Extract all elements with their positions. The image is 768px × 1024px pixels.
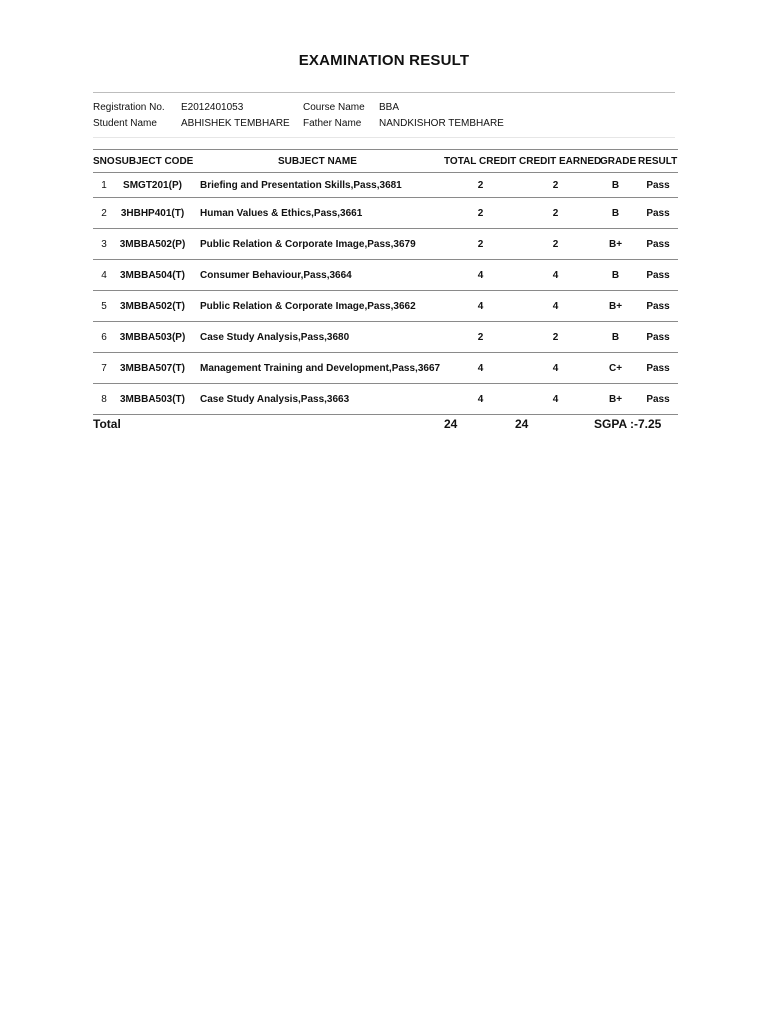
row-subject-code: 3MBBA503(T)	[119, 393, 185, 405]
page-title: EXAMINATION RESULT	[298, 52, 470, 69]
row-total-credit: 4	[477, 362, 484, 374]
row-subject-name: Human Values & Ethics,Pass,3661	[200, 207, 363, 219]
row-result: Pass	[646, 269, 670, 281]
table-row	[93, 322, 678, 353]
row-total-credit: 2	[477, 179, 484, 191]
sgpa-value: SGPA :-7.25	[594, 417, 662, 431]
row-grade: B+	[608, 300, 623, 312]
row-subject-code: 3MBBA503(P)	[119, 331, 186, 343]
row-subject-code: 3HBHP401(T)	[120, 207, 185, 219]
total-credit-sum: 24	[444, 417, 458, 431]
row-credit-earned: 2	[552, 207, 559, 219]
row-total-credit: 4	[477, 300, 484, 312]
table-row	[93, 260, 678, 291]
table-row	[93, 229, 678, 260]
row-sno: 3	[101, 238, 107, 250]
row-credit-earned: 2	[552, 179, 559, 191]
course-value: BBA	[379, 102, 400, 113]
father-name-value: NANDKISHOR TEMBHARE	[379, 118, 504, 129]
row-subject-name: Public Relation & Corporate Image,Pass,3662	[200, 300, 416, 312]
row-sno: 5	[101, 300, 107, 312]
row-subject-name: Public Relation & Corporate Image,Pass,3679	[200, 238, 416, 250]
row-credit-earned: 2	[552, 238, 559, 250]
row-subject-code: 3MBBA504(T)	[119, 269, 185, 281]
total-label: Total	[93, 417, 121, 431]
credit-earned-sum: 24	[515, 417, 529, 431]
header-subject-code: SUBJECT CODE	[115, 155, 194, 167]
row-result: Pass	[646, 179, 670, 191]
row-subject-name: Management Training and Development,Pass,3667	[200, 362, 441, 374]
row-credit-earned: 2	[552, 331, 559, 343]
row-sno: 2	[101, 207, 107, 219]
header-result: RESULT	[638, 155, 678, 167]
header-grade: GRADE	[600, 155, 637, 167]
divider-mid	[93, 137, 675, 138]
row-subject-name: Case Study Analysis,Pass,3663	[200, 393, 350, 405]
registration-label: Registration No.	[93, 102, 165, 113]
table-row	[93, 173, 678, 198]
row-total-credit: 4	[477, 269, 484, 281]
result-table	[93, 149, 678, 415]
row-result: Pass	[646, 362, 670, 374]
row-credit-earned: 4	[552, 362, 559, 374]
row-grade: B	[611, 179, 620, 191]
table-row	[93, 198, 678, 229]
row-subject-code: 3MBBA507(T)	[119, 362, 185, 374]
row-subject-name: Briefing and Presentation Skills,Pass,3681	[200, 179, 402, 191]
table-row	[93, 384, 678, 415]
row-result: Pass	[646, 331, 670, 343]
registration-value: E2012401053	[181, 102, 244, 113]
header-sno: SNO	[93, 155, 115, 167]
row-result: Pass	[646, 207, 670, 219]
row-sno: 7	[101, 362, 107, 374]
row-result: Pass	[646, 238, 670, 250]
row-subject-code: 3MBBA502(T)	[119, 300, 185, 312]
row-total-credit: 2	[477, 207, 484, 219]
row-sno: 6	[101, 331, 107, 343]
header-credit-earned: CREDIT EARNED	[519, 155, 602, 167]
row-total-credit: 2	[477, 238, 484, 250]
row-sno: 4	[101, 269, 107, 281]
row-credit-earned: 4	[552, 269, 559, 281]
row-credit-earned: 4	[552, 300, 559, 312]
row-sno: 8	[101, 393, 107, 405]
row-subject-code: SMGT201(P)	[123, 179, 182, 191]
row-total-credit: 2	[477, 331, 484, 343]
row-grade: B+	[608, 238, 623, 250]
row-grade: B	[611, 207, 620, 219]
table-row	[93, 291, 678, 322]
father-name-label: Father Name	[303, 118, 362, 129]
course-label: Course Name	[303, 102, 365, 113]
row-grade: C+	[608, 362, 623, 374]
row-credit-earned: 4	[552, 393, 559, 405]
row-result: Pass	[646, 300, 670, 312]
row-grade: B	[611, 331, 620, 343]
row-subject-name: Consumer Behaviour,Pass,3664	[200, 269, 352, 281]
row-subject-code: 3MBBA502(P)	[119, 238, 186, 250]
table-header-row	[93, 149, 678, 173]
row-subject-name: Case Study Analysis,Pass,3680	[200, 331, 350, 343]
header-subject-name: SUBJECT NAME	[278, 155, 357, 167]
row-result: Pass	[646, 393, 670, 405]
row-sno: 1	[101, 179, 107, 191]
header-total-credit: TOTAL CREDIT	[444, 155, 517, 167]
table-row	[93, 353, 678, 384]
row-total-credit: 4	[477, 393, 484, 405]
student-name-value: ABHISHEK TEMBHARE	[181, 118, 290, 129]
divider-top	[93, 92, 675, 93]
row-grade: B+	[608, 393, 623, 405]
student-name-label: Student Name	[93, 118, 157, 129]
row-grade: B	[611, 269, 620, 281]
